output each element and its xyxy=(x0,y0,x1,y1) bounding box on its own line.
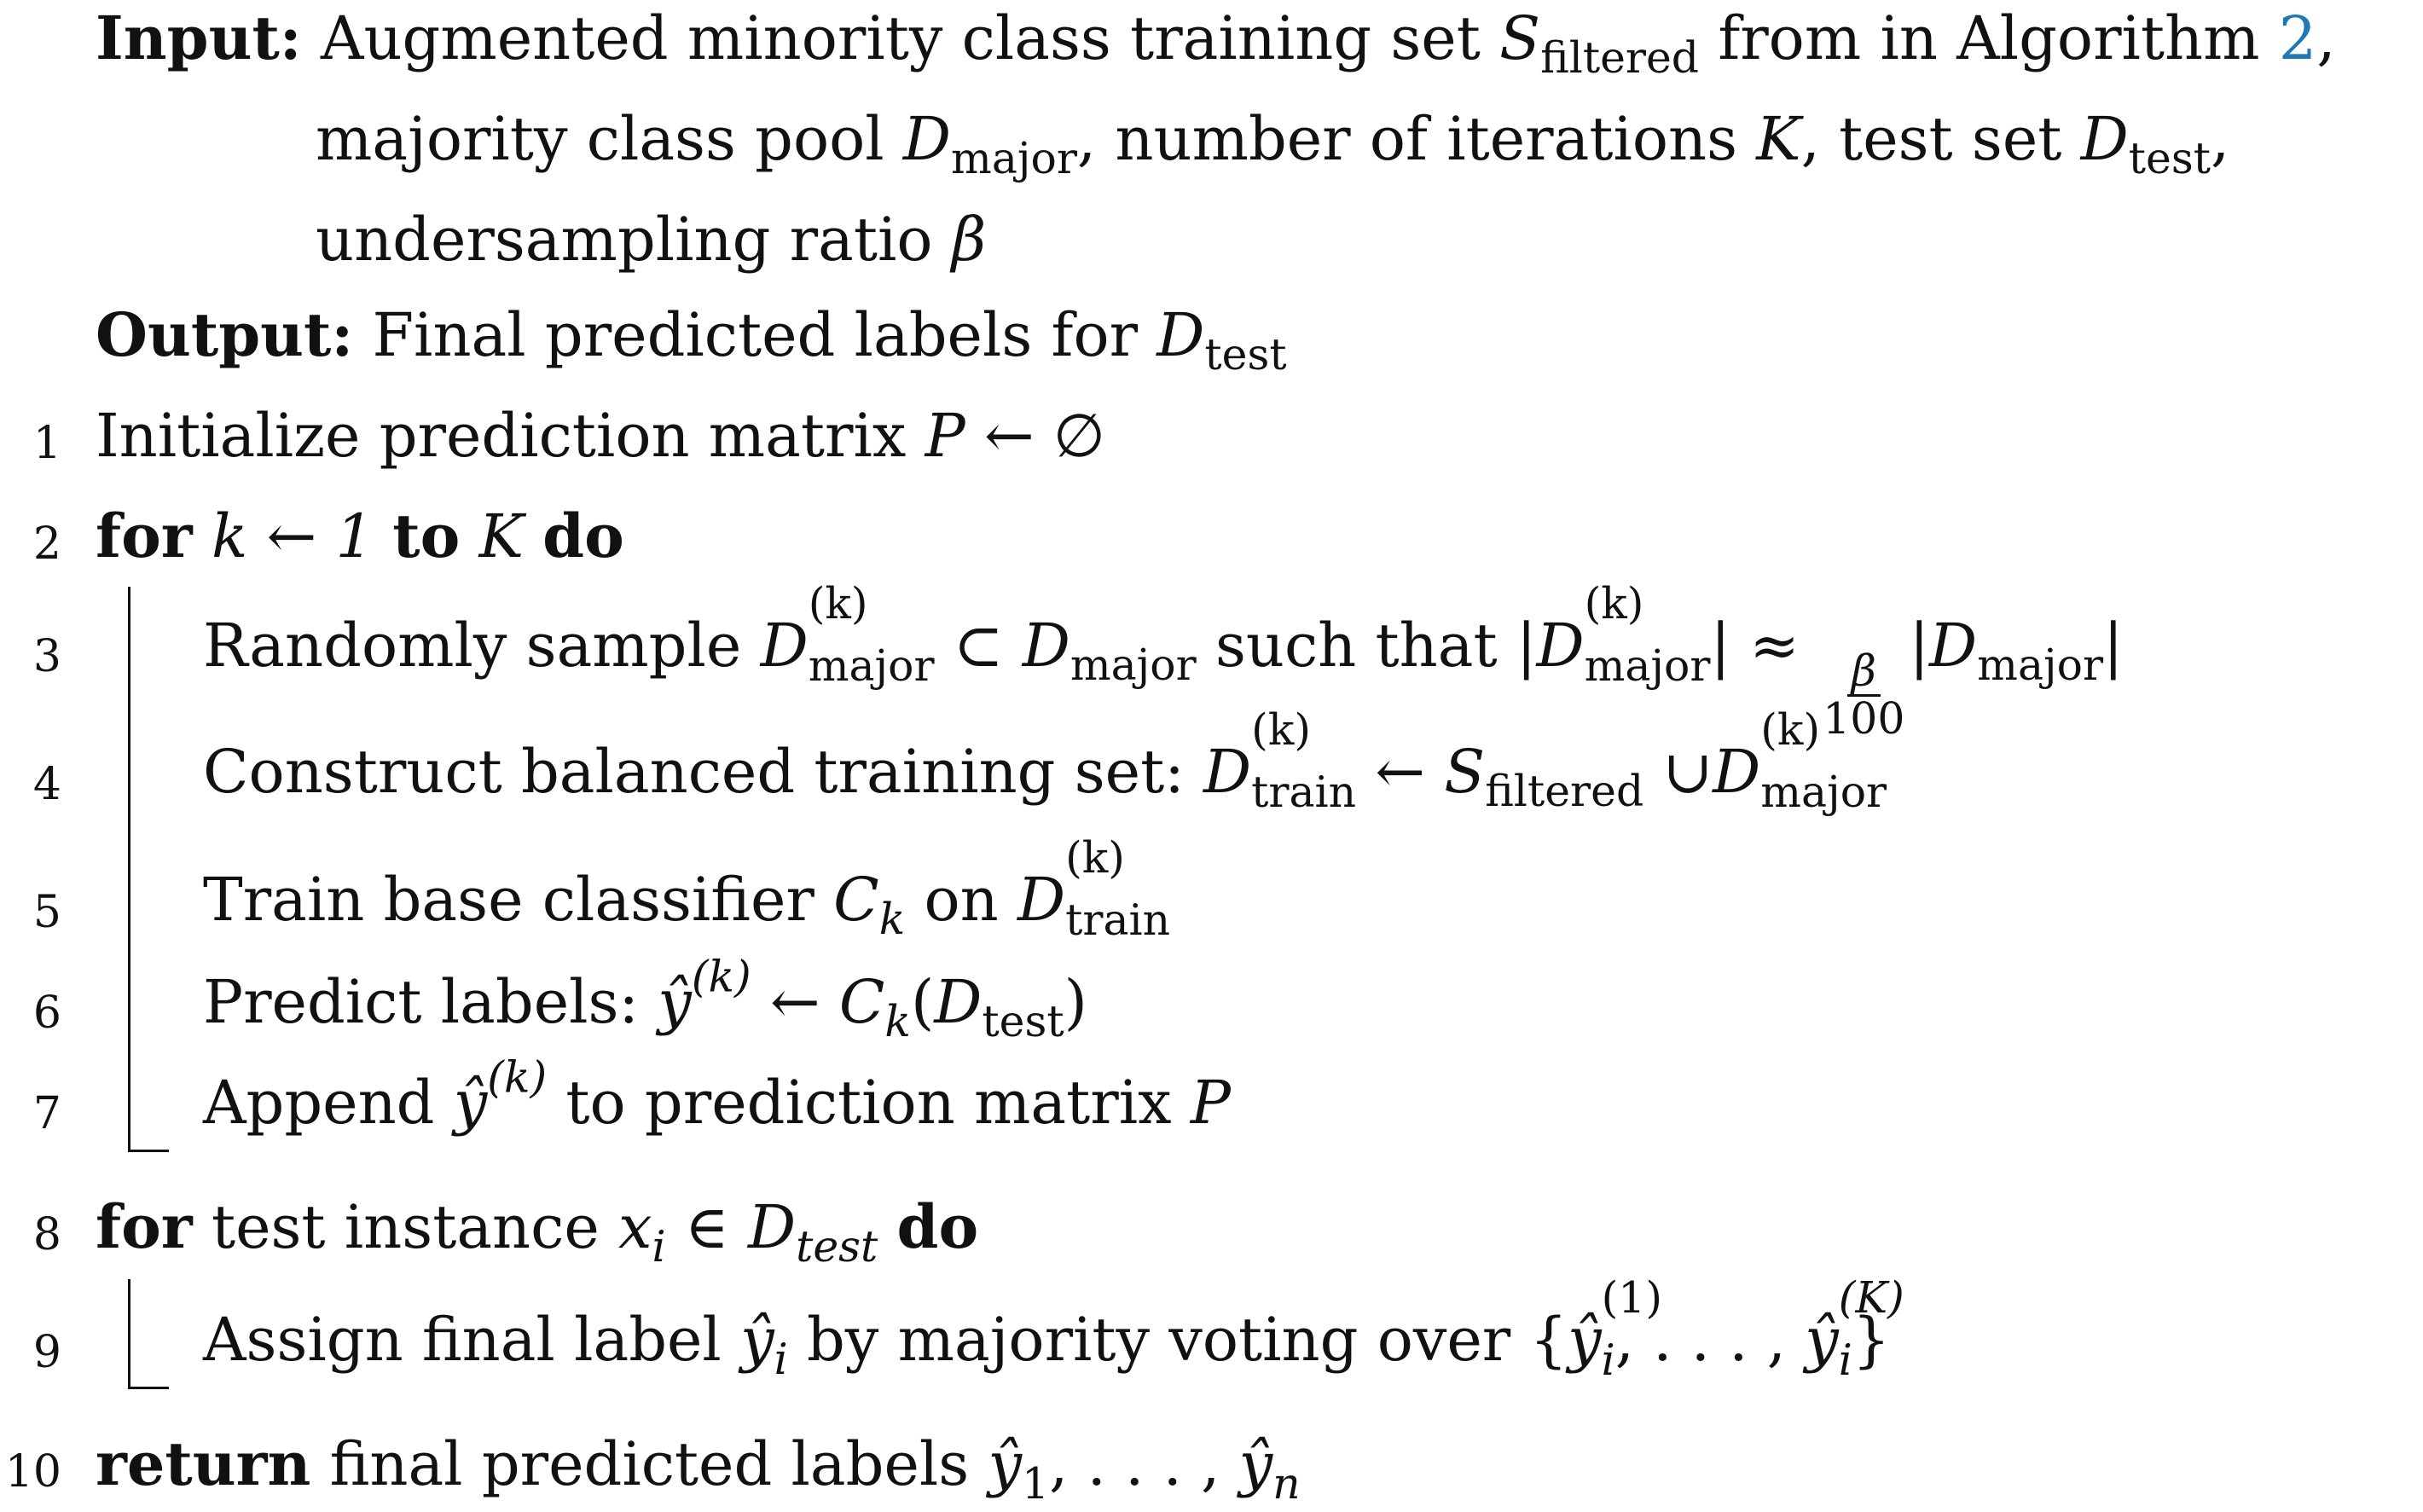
line-number: 7 xyxy=(32,1088,61,1139)
line-number: 4 xyxy=(32,759,61,810)
loop-bracket-vertical xyxy=(128,1279,130,1387)
loop-bracket-foot xyxy=(128,1150,169,1152)
step-4: Construct balanced training set: D (k) train ← $S_{filtered}$ ∪D (k) major xyxy=(203,704,1887,818)
line-number: 6 xyxy=(32,988,61,1039)
output-line: Output: Final predicted labels for $D_{test}$ xyxy=(96,299,1287,380)
line-number: 5 xyxy=(32,887,61,938)
input-line-2: majority class pool $D_{major}$, number of iterations K, test set $D_{test}$, xyxy=(316,104,2230,184)
line-number: 3 xyxy=(32,631,61,682)
line-number: 9 xyxy=(32,1327,61,1378)
step-3: Randomly sample D (k) major ⊂ $D_{major}$ such that |D (k) major| ≈ $\frac{\beta}{100}$ $|D_{major}|$ xyxy=(203,577,2124,744)
fraction: $\frac{\beta}{100}$ xyxy=(1823,646,1905,744)
line-number: 2 xyxy=(32,518,61,570)
step-7: Append $ŷ^{(k)}$ to prediction matrix P xyxy=(203,1051,1231,1138)
input-line-1: Input: Augmented minority class training set $S_{filtered}$ from in Algorithm 2, xyxy=(96,3,2336,84)
step-5: Train base classifier $C_k$ on D (k) train xyxy=(203,831,1171,946)
output-label: Output: xyxy=(96,299,354,370)
loop-bracket-vertical xyxy=(128,587,130,1150)
algorithm-reference-link[interactable]: 2 xyxy=(2278,3,2317,73)
step-9: Assign final label $ŷ_i$ by majority voting over {ŷ (1) i, . . . , ŷ (K) i} xyxy=(203,1272,1904,1386)
loop-bracket-foot xyxy=(128,1387,169,1389)
step-10: return final predicted labels $ŷ_1$, . . . , $ŷ_n$ xyxy=(96,1428,1301,1509)
line-number: 10 xyxy=(4,1446,61,1498)
line-number: 1 xyxy=(32,418,61,469)
input-label: Input: xyxy=(96,3,302,73)
line-number: 8 xyxy=(32,1209,61,1260)
step-2: for k ← 1 to K do xyxy=(96,501,624,571)
step-8: for test instance $x_i$ ∈ $D_{test}$ do xyxy=(96,1191,979,1272)
step-6: Predict labels: $ŷ^{(k)}$ ← $C_k(D_{test})$ xyxy=(203,951,1087,1047)
step-1: Initialize prediction matrix P ← ∅ xyxy=(96,401,1105,471)
input-line-3: undersampling ratio β xyxy=(316,205,987,275)
